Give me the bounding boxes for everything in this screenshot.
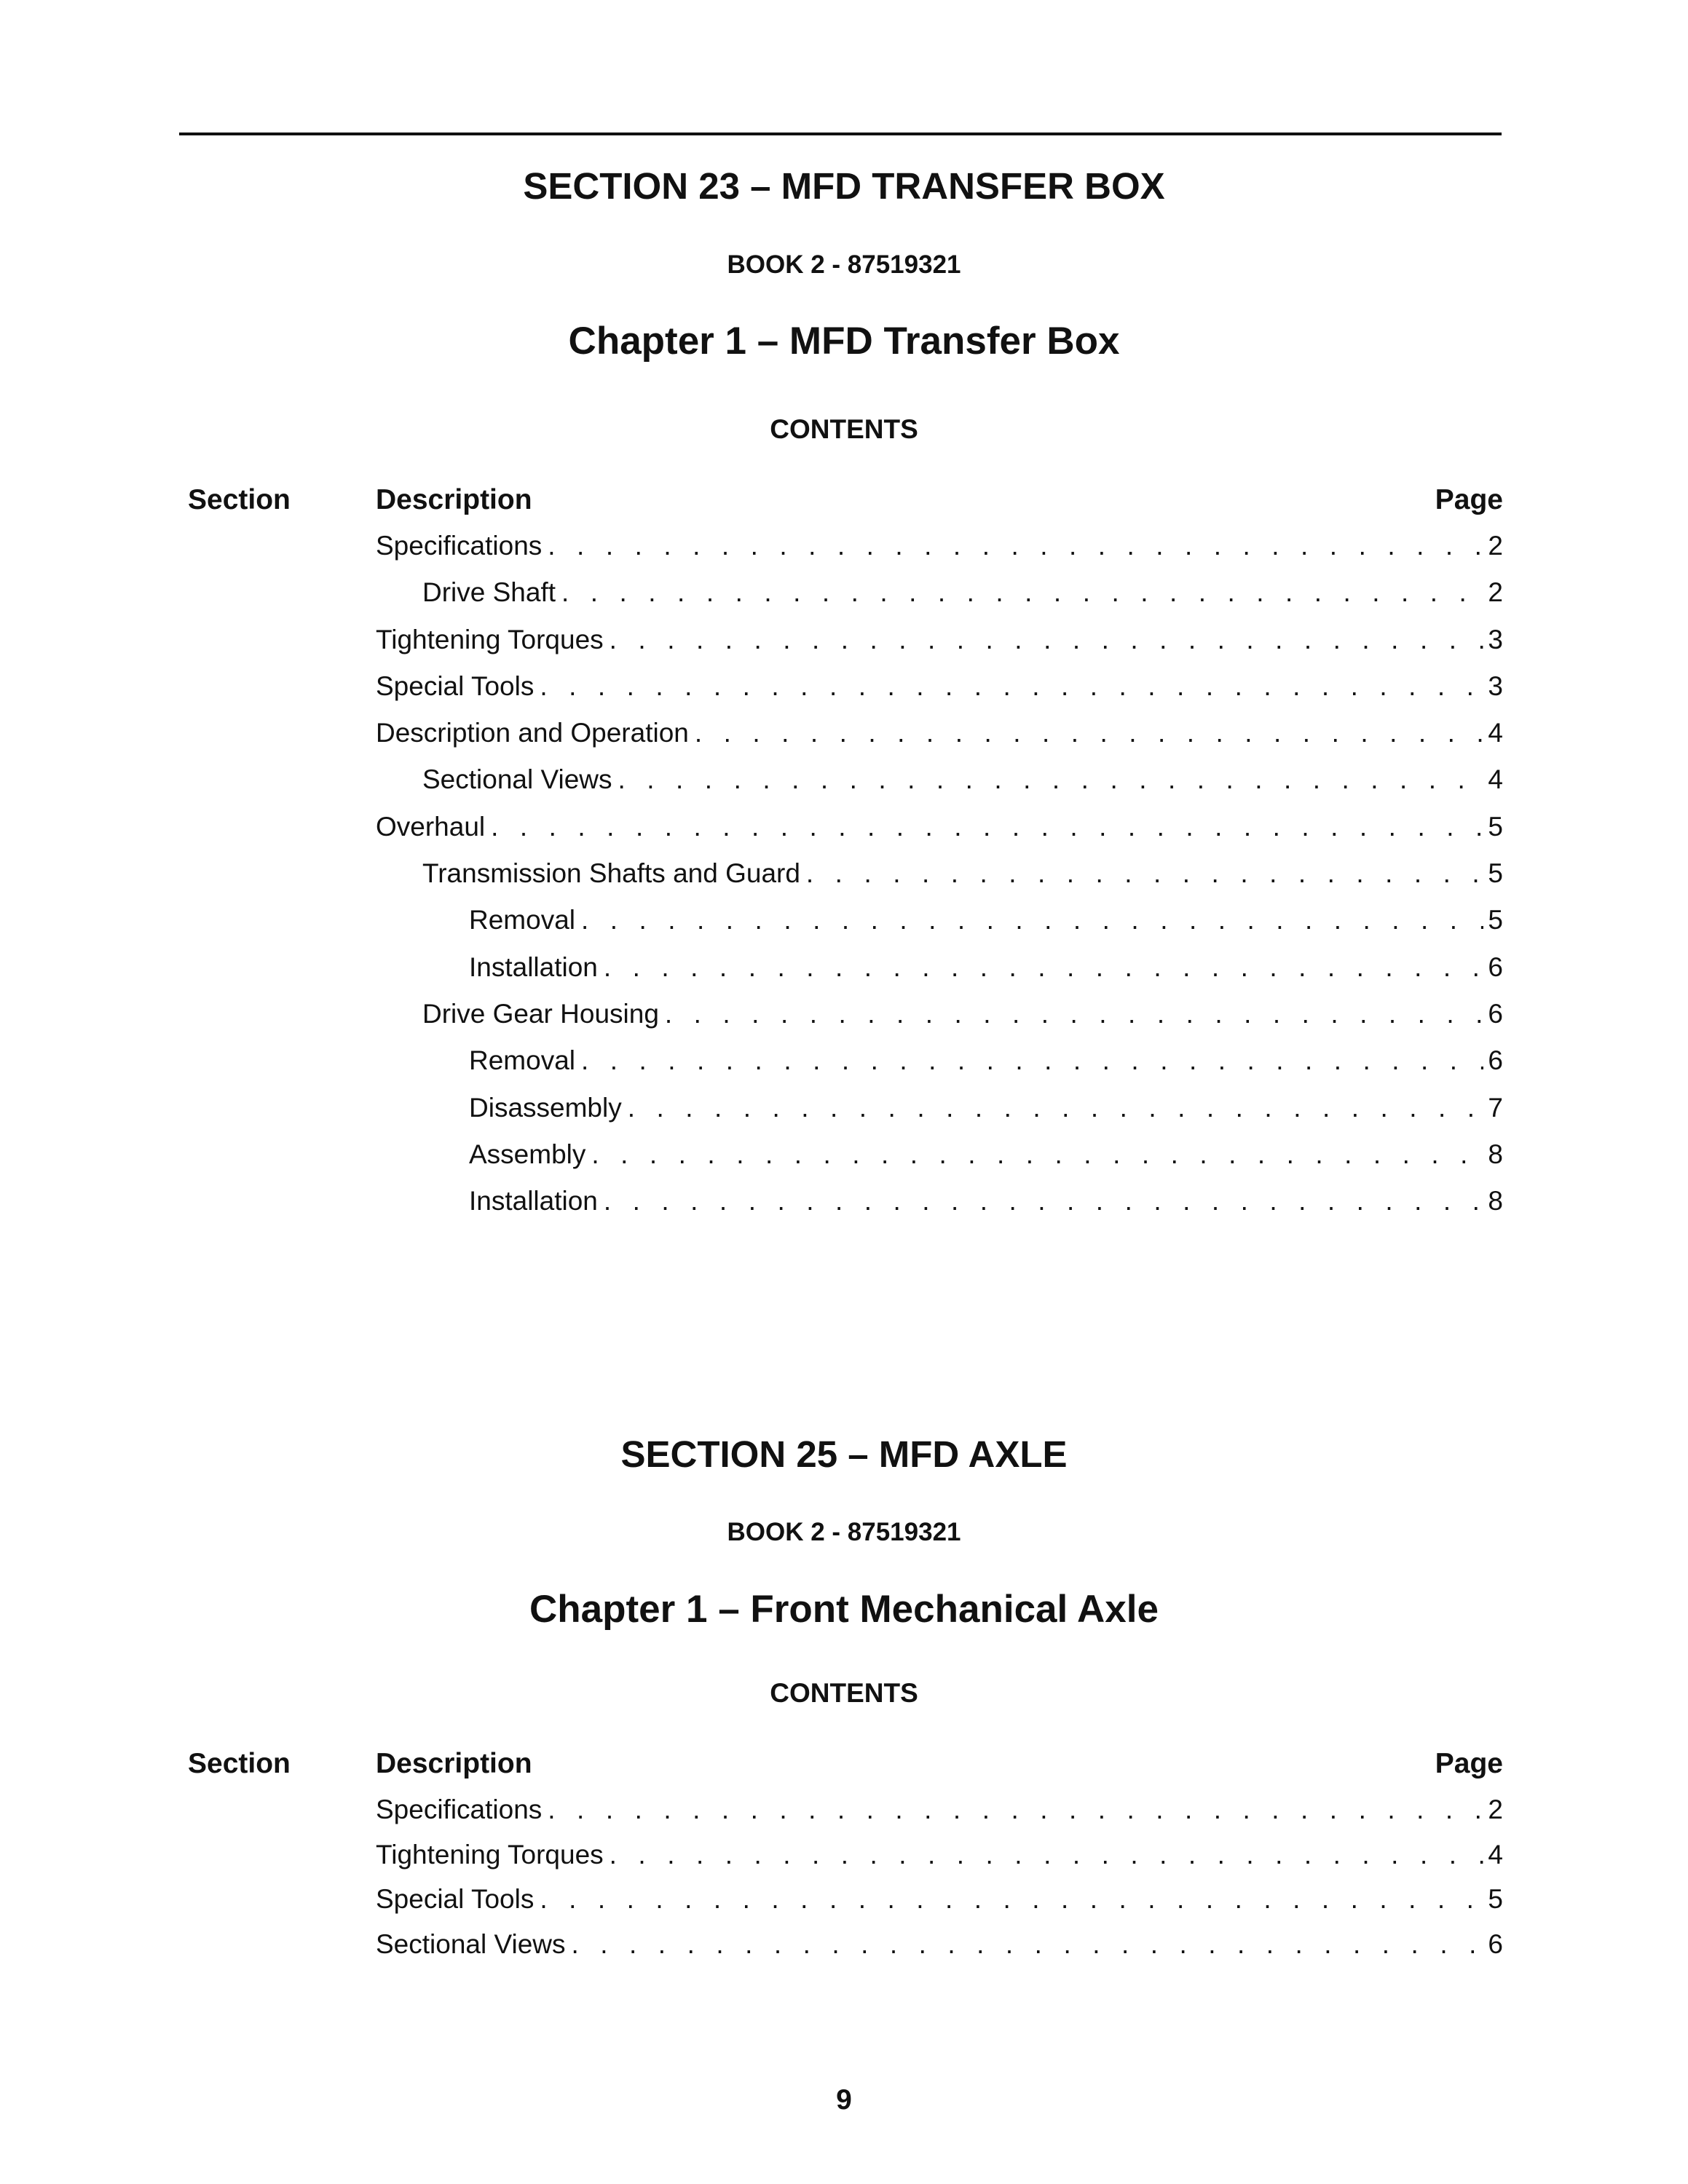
toc-entry-page: 4 xyxy=(1488,718,1503,748)
toc-dot-leader xyxy=(604,951,1484,984)
toc-entry-page: 2 xyxy=(1488,531,1503,561)
section-25-toc-list xyxy=(376,1793,1503,1972)
toc-entry-label: Disassembly xyxy=(469,1092,622,1123)
toc-entry-label: Overhaul xyxy=(376,811,486,842)
section-25-chapter-title: Chapter 1 – Front Mechanical Axle xyxy=(529,1588,1159,1631)
toc-entry[interactable] xyxy=(376,810,1503,857)
toc-entry[interactable] xyxy=(376,576,1503,622)
toc-entry[interactable] xyxy=(376,1838,1503,1883)
toc-entry-page: 6 xyxy=(1488,951,1503,982)
toc-entry-label: Specifications xyxy=(376,531,543,561)
toc-dot-leader xyxy=(610,1838,1484,1872)
toc-entry-page: 4 xyxy=(1488,1839,1503,1870)
toc-entry[interactable] xyxy=(376,623,1503,670)
toc-entry[interactable] xyxy=(376,670,1503,716)
section-23-contents-label: CONTENTS xyxy=(770,414,918,444)
toc-dot-leader xyxy=(610,623,1484,657)
toc-entry-page: 8 xyxy=(1488,1186,1503,1216)
toc-entry-page: 6 xyxy=(1488,1928,1503,1959)
toc-entry-label: Transmission Shafts and Guard xyxy=(422,858,800,889)
toc-entry-page: 8 xyxy=(1488,1139,1503,1169)
toc-entry-page: 2 xyxy=(1488,577,1503,608)
section-23-col-header-description: Description xyxy=(376,484,532,515)
toc-dot-leader xyxy=(618,763,1484,796)
toc-entry-page: 3 xyxy=(1488,670,1503,701)
toc-entry-label: Drive Shaft xyxy=(422,577,556,608)
toc-entry-label: Special Tools xyxy=(376,670,535,701)
toc-entry-label: Removal xyxy=(469,1045,575,1076)
toc-entry[interactable] xyxy=(376,1138,1503,1184)
toc-entry-page: 6 xyxy=(1488,998,1503,1029)
toc-entry[interactable] xyxy=(376,763,1503,810)
toc-dot-leader xyxy=(695,716,1484,750)
toc-entry-page: 4 xyxy=(1488,764,1503,795)
section-23-chapter-title: Chapter 1 – MFD Transfer Box xyxy=(568,320,1120,363)
toc-entry[interactable] xyxy=(376,1928,1503,1973)
toc-dot-leader xyxy=(548,529,1483,563)
toc-dot-leader xyxy=(491,810,1483,844)
section-25-col-header-section: Section xyxy=(188,1748,291,1779)
toc-dot-leader xyxy=(581,1044,1483,1077)
toc-dot-leader xyxy=(604,1184,1484,1218)
toc-entry-label: Installation xyxy=(469,1186,598,1216)
toc-entry-label: Removal xyxy=(469,905,575,935)
toc-entry[interactable] xyxy=(376,1091,1503,1138)
section-25-book-ref: BOOK 2 - 87519321 xyxy=(727,1518,961,1546)
section-23-title: SECTION 23 – MFD TRANSFER BOX xyxy=(523,165,1165,207)
toc-dot-leader xyxy=(665,997,1484,1031)
toc-entry[interactable] xyxy=(376,1184,1503,1231)
toc-entry-page: 5 xyxy=(1488,858,1503,889)
toc-entry[interactable] xyxy=(376,951,1503,997)
toc-entry-page: 6 xyxy=(1488,1045,1503,1076)
toc-dot-leader xyxy=(591,1138,1483,1171)
toc-entry[interactable] xyxy=(376,1883,1503,1928)
section-23-toc-list xyxy=(376,529,1503,1231)
toc-entry[interactable] xyxy=(376,1044,1503,1091)
toc-entry-page: 7 xyxy=(1488,1092,1503,1123)
toc-dot-leader xyxy=(628,1091,1484,1125)
page-number: 9 xyxy=(836,2084,852,2116)
toc-entry-label: Specifications xyxy=(376,1795,543,1824)
toc-entry-label: Tightening Torques xyxy=(376,1839,604,1870)
toc-entry[interactable] xyxy=(376,716,1503,763)
toc-entry[interactable] xyxy=(376,529,1503,576)
toc-dot-leader xyxy=(548,1793,1483,1827)
toc-dot-leader xyxy=(561,576,1483,609)
section-23-col-header-section: Section xyxy=(188,484,291,515)
toc-entry-label: Special Tools xyxy=(376,1884,535,1914)
toc-entry-label: Description and Operation xyxy=(376,718,689,748)
toc-entry-label: Installation xyxy=(469,951,598,982)
toc-entry-page: 5 xyxy=(1488,1884,1503,1914)
toc-dot-leader xyxy=(806,857,1484,890)
toc-dot-leader xyxy=(581,903,1483,937)
toc-entry[interactable] xyxy=(376,857,1503,903)
toc-entry-label: Sectional Views xyxy=(376,1928,566,1959)
toc-entry-label: Tightening Torques xyxy=(376,624,604,654)
toc-entry-page: 3 xyxy=(1488,624,1503,654)
toc-dot-leader xyxy=(540,670,1483,703)
toc-entry-label: Drive Gear Housing xyxy=(422,998,659,1029)
toc-entry[interactable] xyxy=(376,1793,1503,1838)
section-23-col-header-page: Page xyxy=(1435,484,1503,515)
toc-entry-label: Assembly xyxy=(469,1139,586,1169)
section-23-book-ref: BOOK 2 - 87519321 xyxy=(727,250,961,279)
toc-entry-page: 5 xyxy=(1488,811,1503,842)
toc-entry[interactable] xyxy=(376,903,1503,950)
section-25-title: SECTION 25 – MFD AXLE xyxy=(620,1433,1068,1475)
toc-entry[interactable] xyxy=(376,997,1503,1044)
section-25-col-header-page: Page xyxy=(1435,1748,1503,1779)
toc-entry-page: 2 xyxy=(1488,1795,1503,1824)
toc-dot-leader xyxy=(572,1928,1484,1961)
toc-dot-leader xyxy=(540,1883,1483,1916)
toc-entry-page: 5 xyxy=(1488,905,1503,935)
section-25-col-header-description: Description xyxy=(376,1748,532,1779)
toc-entry-label: Sectional Views xyxy=(422,764,612,795)
section-25-contents-label: CONTENTS xyxy=(770,1678,918,1708)
top-rule xyxy=(179,132,1502,135)
